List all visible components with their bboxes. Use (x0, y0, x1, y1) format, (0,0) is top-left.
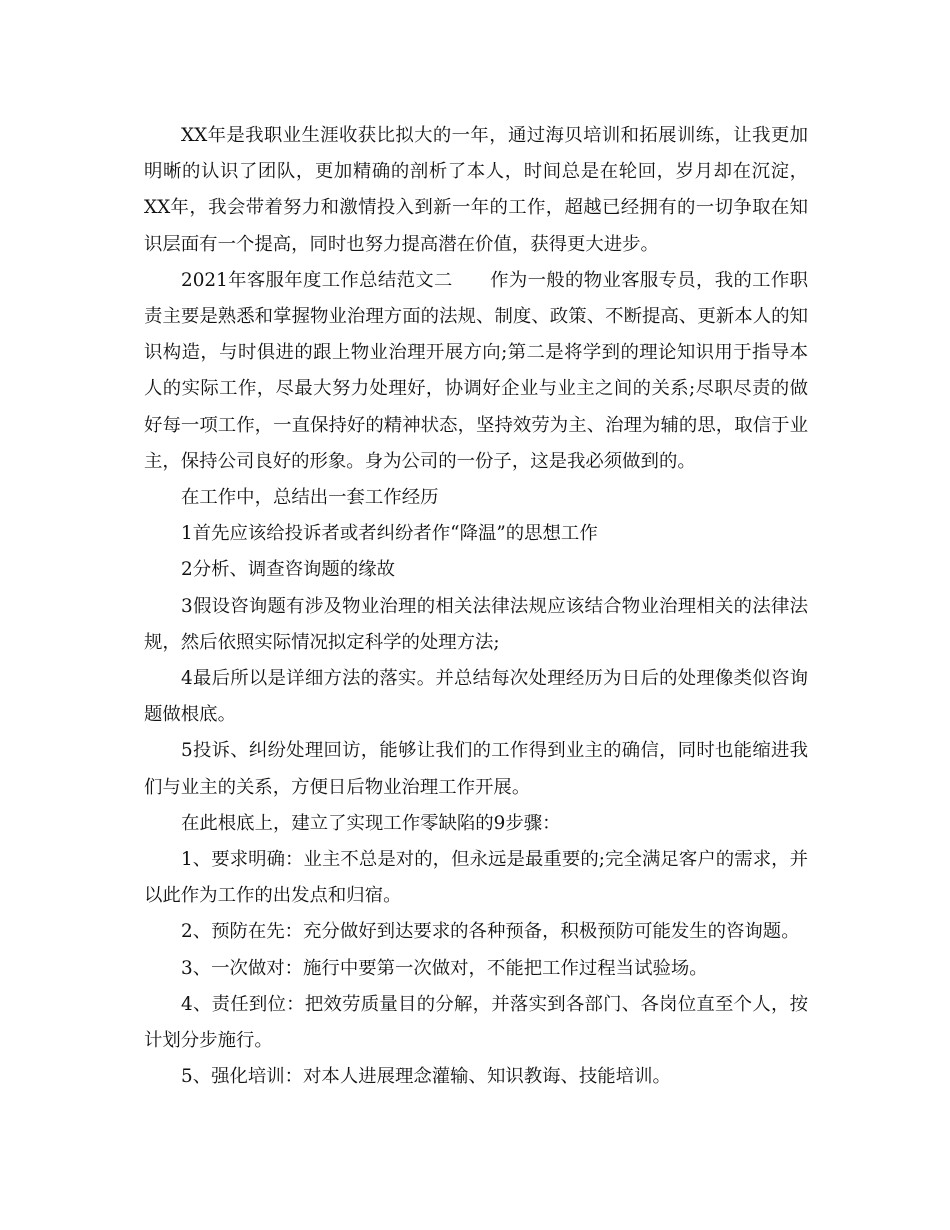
paragraph-nine-step-1: 1、要求明确：业主不总是对的，但永远是最重要的;完全满足客户的需求，并以此作为工作的出发点和归宿。 (144, 849, 808, 907)
paragraph-step-5: 5投诉、纠纷处理回访，能够让我们的工作得到业主的确信，同时也能缩进我们与业主的关系，方便日后物业治理工作开展。 (144, 740, 808, 798)
paragraph-step-4: 4最后所以是详细方法的落实。并总结每次处理经历为日后的处理像类似咨询题做根底。 (144, 668, 808, 726)
paragraph-intro: XX年是我职业生涯收获比拟大的一年，通过海贝培训和拓展训练，让我更加明晰的认识了团队，更加精确的剖析了本人，时间总是在轮回，岁月却在沉淀，XX年，我会带着努力和激情投入到新一年的工作，超越已经拥有的一切争取在知识层面有一个提高，同时也努力提高潜在价值，获得更大进步。 (144, 125, 808, 255)
paragraph-section-two: 2021年客服年度工作总结范文二 作为一般的物业客服专员，我的工作职责主要是熟悉和掌握物业治理方面的法规、制度、政策、不断提高、更新本人的知识构造，与时俱进的跟上物业治理开展方向;第二是将学到的理论知识用于指导本人的实际工作，尽最大努力处理好，协调好企业与业主之间的关系;尽职尽责的做好每一项工作，一直保持好的精神状态，坚持效劳为主、治理为辅的思，取信于业主，保持公司良好的形象。身为公司的一份子，这是我必须做到的。 (144, 269, 808, 472)
paragraph-nine-step-3: 3、一次做对：施行中要第一次做对，不能把工作过程当试验场。 (181, 957, 708, 979)
paragraph-nine-step-2: 2、预防在先：充分做好到达要求的各种预备，积极预防可能发生的咨询题。 (181, 921, 800, 943)
paragraph-experience-heading: 在工作中，总结出一套工作经历 (181, 487, 439, 509)
paragraph-step-2: 2分析、调查咨询题的缘故 (181, 559, 395, 581)
paragraph-step-3: 3假设咨询题有涉及物业治理的相关法律法规应该结合物业治理相关的法律法规，然后依照实际情况拟定科学的处理方法; (144, 595, 808, 653)
paragraph-nine-step-4: 4、责任到位：把效劳质量目的分解，并落实到各部门、各岗位直至个人，按计划分步施行。 (144, 993, 808, 1052)
paragraph-nine-steps-heading: 在此根底上，建立了实现工作零缺陷的9步骤： (181, 812, 561, 834)
paragraph-step-1: 1首先应该给投诉者或者纠纷者作“降温”的思想工作 (181, 523, 598, 545)
document-body (144, 118, 808, 1095)
paragraph-nine-step-5: 5、强化培训：对本人进展理念灌输、知识教诲、技能培训。 (181, 1066, 671, 1088)
